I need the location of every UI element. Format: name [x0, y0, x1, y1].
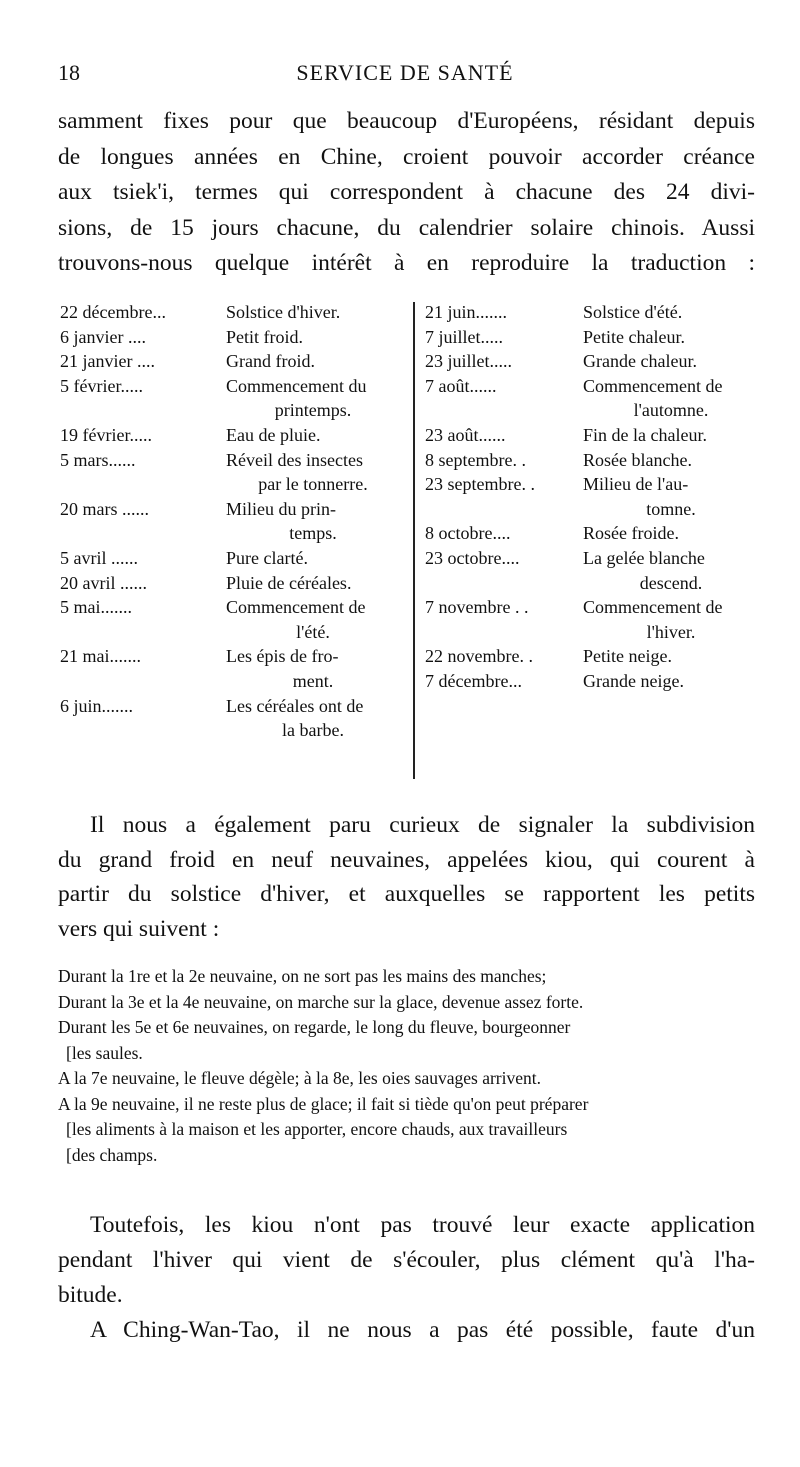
text-line: de longues années en Chine, croient pouvoir accorder créance — [58, 143, 755, 170]
text-line: sions, de 15 jours chacune, du calendrier solaire chinois. Aussi — [58, 214, 755, 241]
term-text: La gelée blanche — [583, 547, 705, 568]
date-cell: 5 avril ...... — [60, 547, 138, 568]
term-text: Réveil des insectes — [226, 449, 363, 470]
table-row — [425, 448, 765, 473]
table-row — [425, 349, 765, 374]
term-text: Fin de la chaleur. — [583, 424, 707, 445]
date-cell: 7 novembre . . — [425, 597, 529, 618]
term-cell — [226, 571, 400, 596]
term-continuation: l'hiver. — [646, 621, 696, 642]
term-text: Grand froid. — [226, 351, 315, 372]
term-cell — [226, 644, 400, 693]
term-text: Commencement de — [226, 597, 366, 618]
verse-line: Durant la 3e et la 4e neuvaine, on marche sur la glace, devenue assez forte. — [58, 991, 584, 1012]
date-cell: 23 juillet..... — [425, 351, 512, 372]
term-cell — [583, 349, 759, 374]
text-line: samment fixes pour que beaucoup d'Européens, résidant depuis — [58, 108, 755, 134]
running-title: SERVICE DE SANTÉ — [296, 60, 514, 85]
term-text: Solstice d'hiver. — [226, 302, 341, 322]
term-text: Rosée blanche. — [583, 449, 692, 470]
table-row — [425, 472, 765, 521]
table-row — [60, 374, 400, 423]
verse-line: A la 9e neuvaine, il ne reste plus de glace; il fait si tiède qu'on peut préparer — [58, 1093, 589, 1114]
term-text: Eau de pluie. — [226, 424, 321, 445]
term-continuation: la barbe. — [282, 720, 344, 741]
term-cell — [226, 497, 400, 546]
text-line: pendant l'hiver qui vient de s'écouler, plus clément qu'à l'ha- — [58, 1247, 755, 1273]
table-row — [60, 546, 400, 571]
term-text: Commencement du — [226, 375, 367, 396]
verse-line: [des champs. — [66, 1144, 158, 1165]
date-cell: 8 octobre.... — [425, 523, 511, 544]
term-continuation: printemps. — [274, 400, 352, 421]
term-cell — [583, 546, 759, 595]
term-text: Petite neige. — [583, 646, 672, 667]
term-text: Rosée froide. — [583, 523, 679, 544]
table-row — [425, 521, 765, 546]
term-text: Petite chaleur. — [583, 326, 685, 347]
verse-line: [les saules. — [66, 1042, 143, 1063]
date-cell: 6 janvier .... — [60, 326, 146, 347]
term-text: Commencement de — [583, 375, 723, 396]
term-text: Solstice d'été. — [583, 302, 683, 322]
date-cell: 22 décembre... — [60, 302, 166, 322]
date-cell: 5 mai....... — [60, 597, 132, 618]
closing-paragraph — [58, 1208, 755, 1348]
table-row — [425, 669, 765, 694]
date-cell: 6 juin....... — [60, 695, 134, 716]
term-text: Milieu du prin- — [226, 498, 336, 519]
table-row — [60, 497, 400, 546]
term-cell — [583, 374, 759, 423]
date-cell: 20 avril ...... — [60, 572, 147, 593]
text-line: aux tsiek'i, termes qui correspondent à chacune des 24 divi- — [58, 179, 755, 205]
table-row — [425, 300, 765, 325]
term-continuation: tomne. — [646, 498, 696, 519]
date-cell: 7 août...... — [425, 375, 497, 396]
table-row — [60, 571, 400, 596]
kiou-paragraph — [58, 808, 755, 946]
term-cell — [226, 349, 400, 374]
date-cell: 8 septembre. . — [425, 449, 526, 470]
term-text: Les céréales ont de — [226, 695, 364, 716]
table-row — [60, 694, 400, 743]
date-cell: 20 mars ...... — [60, 498, 149, 519]
term-cell — [583, 521, 759, 546]
term-cell — [583, 448, 759, 473]
table-row — [60, 595, 400, 644]
column-divider — [413, 302, 415, 779]
term-cell — [226, 694, 400, 743]
term-cell — [583, 325, 759, 350]
date-cell: 7 décembre... — [425, 670, 522, 691]
term-continuation: ment. — [292, 670, 334, 691]
term-cell — [583, 300, 759, 325]
text-line: trouvons-nous quelque intérêt à en reproduire la traduction : — [58, 250, 755, 276]
date-cell: 21 mai....... — [60, 646, 141, 667]
text-line: partir du solstice d'hiver, et auxquelles se rapportent les petits — [58, 881, 755, 907]
term-continuation: par le tonnerre. — [258, 474, 368, 495]
date-cell: 23 septembre. . — [425, 474, 535, 495]
table-row — [425, 325, 765, 350]
table-row — [425, 644, 765, 669]
term-text: Petit froid. — [226, 326, 303, 347]
term-text: Milieu de l'au- — [583, 474, 689, 495]
term-text: Les épis de fro- — [226, 646, 339, 667]
table-row — [60, 300, 400, 325]
verse-line: Durant la 1re et la 2e neuvaine, on ne sort pas les mains des manches; — [58, 966, 547, 986]
term-cell — [226, 423, 400, 448]
term-cell — [583, 423, 759, 448]
term-continuation: l'été. — [296, 621, 330, 642]
left-column — [60, 300, 400, 743]
date-cell: 21 janvier .... — [60, 351, 155, 372]
date-cell: 22 novembre. . — [425, 646, 533, 667]
table-row — [425, 546, 765, 595]
date-cell: 5 mars...... — [60, 449, 136, 470]
term-text: Pluie de céréales. — [226, 572, 352, 593]
date-cell: 5 février..... — [60, 375, 143, 396]
term-text: Pure clarté. — [226, 547, 308, 568]
page-header — [58, 60, 752, 92]
table-row — [60, 448, 400, 497]
term-text: Commencement de — [583, 597, 723, 618]
table-row — [425, 595, 765, 644]
text-line: A Ching-Wan-Tao, il ne nous a pas été possible, faute d'un — [90, 1317, 755, 1343]
term-cell — [226, 546, 400, 571]
table-row — [425, 423, 765, 448]
verses-block — [58, 964, 764, 1168]
intro-paragraph — [58, 104, 755, 282]
term-cell — [226, 374, 400, 423]
text-line: du grand froid en neuf neuvaines, appelées kiou, qui courent à — [58, 846, 755, 873]
table-row — [60, 644, 400, 693]
term-continuation: descend. — [639, 572, 703, 593]
table-row — [60, 423, 400, 448]
term-text: Grande chaleur. — [583, 351, 697, 372]
term-text: Grande neige. — [583, 670, 684, 691]
verse-line: A la 7e neuvaine, le fleuve dégèle; à la 8e, les oies sauvages arrivent. — [58, 1068, 541, 1088]
term-cell — [226, 325, 400, 350]
text-line: bitude. — [58, 1282, 123, 1308]
term-cell — [226, 300, 400, 325]
table-row — [60, 325, 400, 350]
table-row — [60, 349, 400, 374]
date-cell: 19 février..... — [60, 424, 152, 445]
text-line: Toutefois, les kiou n'ont pas trouvé leur exacte application — [90, 1212, 755, 1238]
term-continuation: temps. — [289, 523, 337, 544]
term-cell — [583, 595, 759, 644]
date-cell: 23 octobre.... — [425, 547, 520, 568]
date-cell: 21 juin....... — [425, 302, 508, 322]
term-cell — [226, 595, 400, 644]
right-column — [425, 300, 765, 694]
page-number: 18 — [58, 60, 80, 85]
table-row — [425, 374, 765, 423]
verse-line: Durant les 5e et 6e neuvaines, on regarde, le long du fleuve, bourgeonner — [58, 1017, 571, 1037]
date-cell: 23 août...... — [425, 424, 506, 445]
term-continuation: l'automne. — [633, 400, 709, 421]
term-cell — [583, 472, 759, 521]
text-line: Il nous a également paru curieux de signaler la subdivision — [90, 812, 755, 838]
term-cell — [226, 448, 400, 497]
text-line: vers qui suivent : — [58, 915, 220, 942]
date-cell: 7 juillet..... — [425, 326, 503, 347]
verse-line: [les aliments à la maison et les apporter, encore chauds, aux travailleurs — [66, 1119, 568, 1139]
term-cell — [583, 644, 759, 669]
term-cell — [583, 669, 759, 694]
